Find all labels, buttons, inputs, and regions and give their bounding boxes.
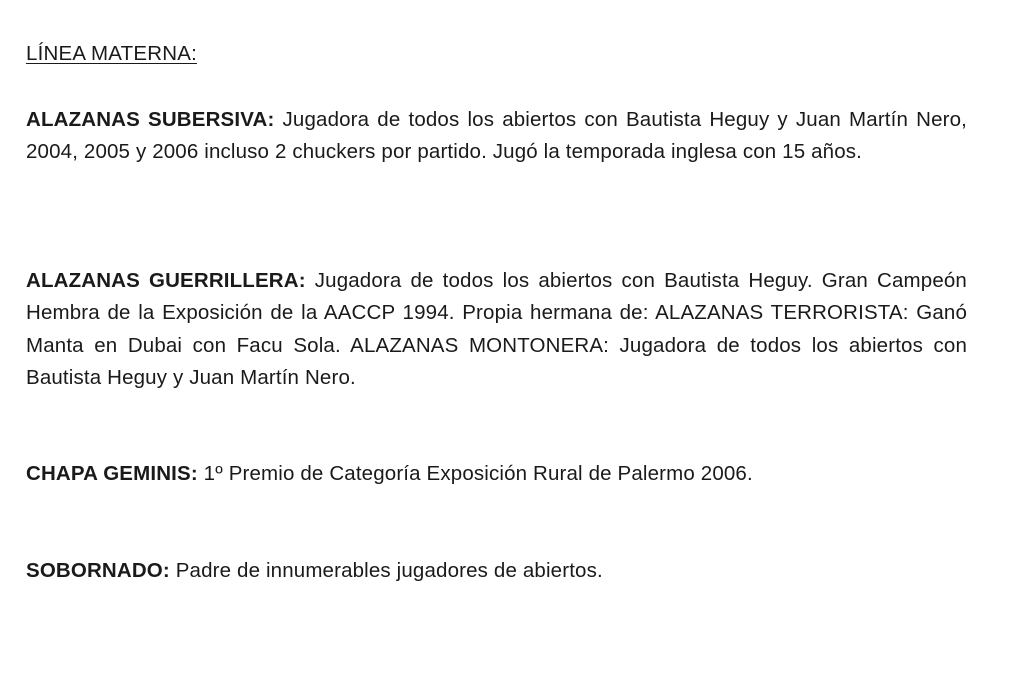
entry-text: Jugadora de todos los abiertos con Bautista Heguy y Juan Martín Nero, 2004, 2005 y 2006 incluso 2 chuckers por partido. Jugó la temporada inglesa con 15 años.: [26, 108, 967, 164]
entry-text: Padre de innumerables jugadores de abiertos.: [175, 559, 603, 582]
pedigree-entry: [26, 265, 967, 394]
entry-name: CHAPA GEMINIS:: [26, 462, 198, 485]
document-page: [26, 40, 967, 582]
entry-text: Jugadora de todos los abiertos con Bautista Heguy. Gran Campeón Hembra de la Exposición de la AACCP 1994. Propia hermana de: ALAZANAS TERRORISTA: Ganó Manta en Dubai con Facu Sola. ALAZANAS MONTONERA: Jugadora de todos los abiertos con Bautista Heguy y Juan Martín Nero.: [26, 269, 967, 389]
entry-name: ALAZANAS SUBERSIVA:: [26, 108, 275, 131]
entry-name: ALAZANAS GUERRILLERA:: [26, 269, 306, 292]
section-heading: LÍNEA MATERNA:: [26, 42, 198, 65]
pedigree-entry: [26, 555, 967, 587]
entry-text: 1º Premio de Categoría Exposición Rural de Palermo 2006.: [203, 462, 753, 485]
pedigree-entry: [26, 458, 967, 490]
pedigree-entry: [26, 104, 967, 169]
entry-name: SOBORNADO:: [26, 559, 170, 582]
